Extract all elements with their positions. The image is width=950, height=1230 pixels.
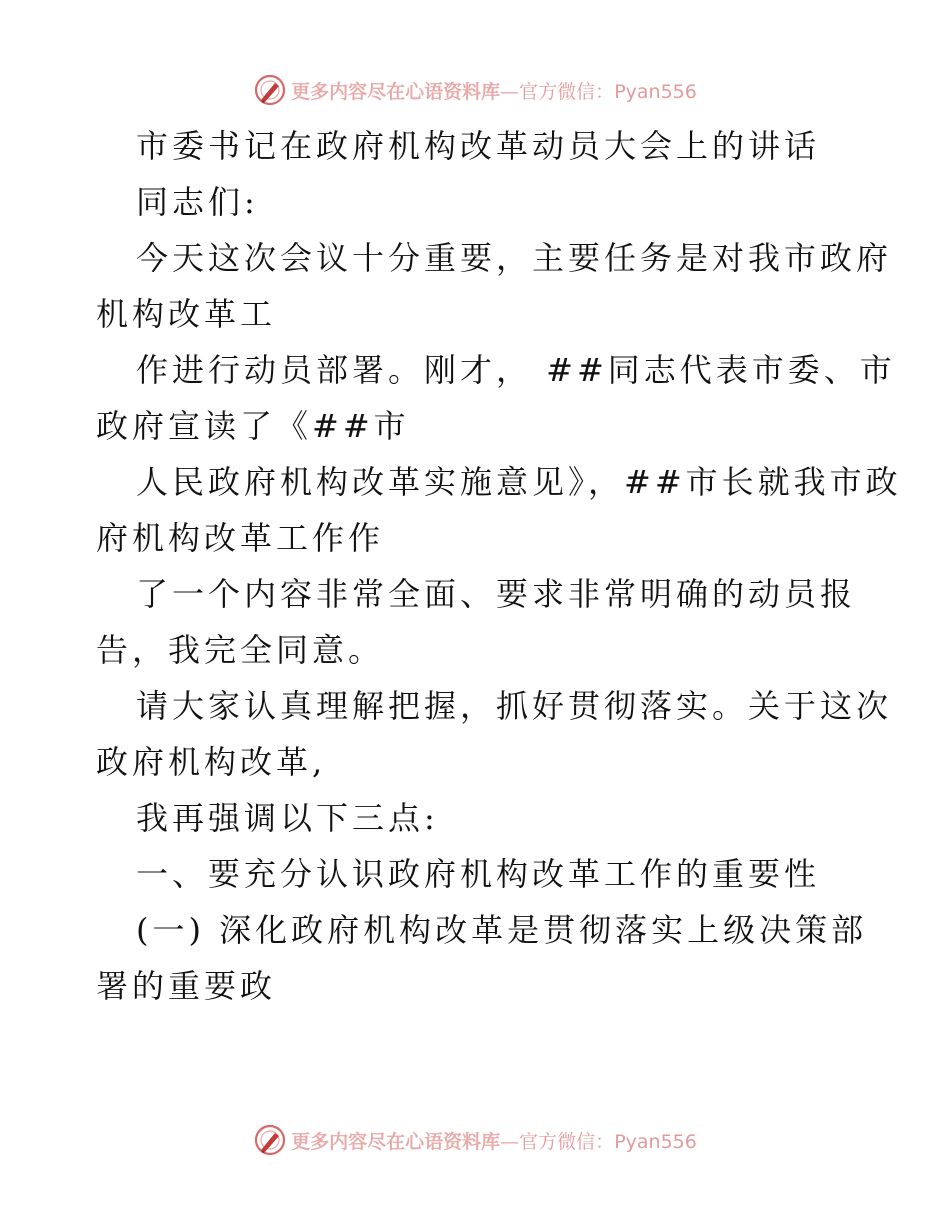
watermark-wechat-label: 官方微信：: [519, 1130, 615, 1153]
document-line: 今天这次会议十分重要，主要任务是对我市政府: [136, 239, 893, 277]
document-line: 同志们:: [136, 183, 259, 221]
document-line: 政府机构改革,: [96, 743, 327, 781]
watermark-dash: —: [500, 1130, 520, 1153]
watermark-text: [291, 77, 697, 104]
document-line: 我再强调以下三点:: [136, 799, 439, 837]
document-line: 府机构改革工作作: [96, 519, 385, 557]
document-line: 机构改革工: [96, 295, 277, 333]
document-line: 市委书记在政府机构改革动员大会上的讲话: [136, 127, 821, 165]
footer-watermark: [0, 1120, 950, 1160]
document-line: (一) 深化政府机构改革是贯彻落实上级决策部: [136, 911, 868, 949]
watermark-main: 更多内容尽在心语资料库: [291, 80, 501, 103]
watermark-wechat-label: 官方微信：: [519, 80, 615, 103]
document-line: 署的重要政: [96, 967, 277, 1005]
document-line: 请大家认真理解把握，抓好贯彻落实。关于这次: [136, 687, 893, 725]
watermark-text: [291, 1127, 697, 1154]
document-line: 政府宣读了《##市: [96, 407, 410, 445]
document-line: 告，我完全同意。: [96, 631, 385, 669]
document-line: 了一个内容非常全面、要求非常明确的动员报: [136, 575, 857, 613]
document-line: 人民政府机构改革实施意见》，##市长就我市政: [136, 463, 902, 501]
document-line: 一、要充分认识政府机构改革工作的重要性: [136, 855, 821, 893]
document-line: 作进行动员部署。刚才， ##同志代表市委、市: [136, 351, 896, 389]
watermark-wechat-id: Pyan556: [614, 80, 697, 103]
watermark-dash: —: [500, 80, 520, 103]
pen-nib-circle-icon: [253, 73, 287, 107]
pen-nib-circle-icon: [253, 1123, 287, 1157]
header-watermark: [0, 70, 950, 110]
watermark-wechat-id: Pyan556: [614, 1130, 697, 1153]
document-body: [96, 118, 902, 1014]
watermark-main: 更多内容尽在心语资料库: [291, 1130, 501, 1153]
